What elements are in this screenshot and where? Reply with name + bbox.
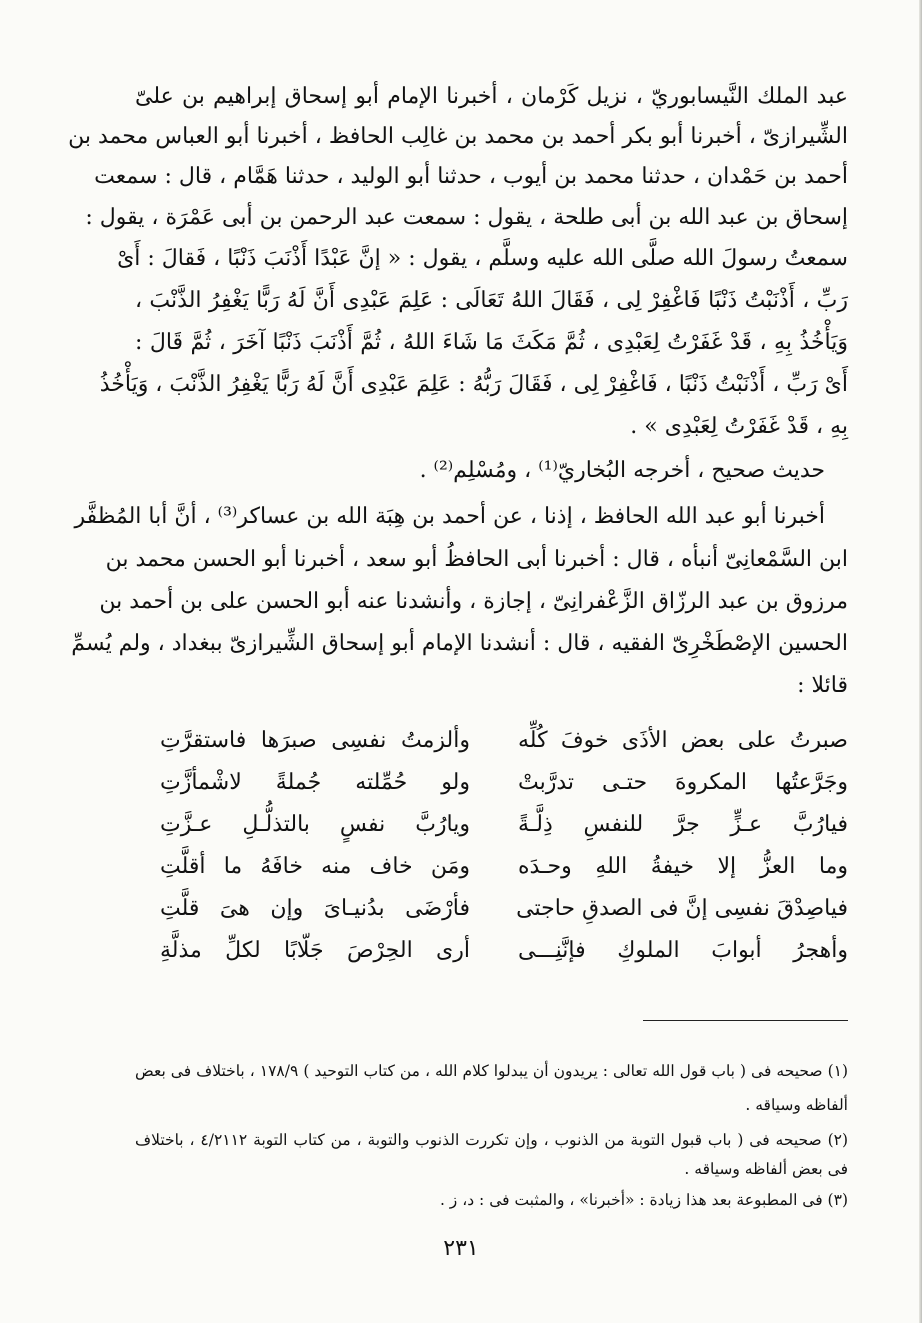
body-line: الشِّيرازىّ ، أخبرنا أبو بكر أحمد بن محمد بن غالِب الحافظ ، أخبرنا أبو العباس محمد بن xyxy=(68,124,848,149)
verse-first-hemistich: صبرتُ على بعض الأذَى خوفَ كُلِّه xyxy=(518,728,848,753)
body-line: ابن السَّمْعانِىّ أنبأه ، قال : أخبرنا أبى الحافظُ أبو سعد ، أخبرنا أبو الحسن محمد بن xyxy=(105,547,848,572)
footnote-line: (٣) فى المطبوعة بعد هذا زيادة : «أخبرنا» ، والمثبت فى : د، ز . xyxy=(439,1191,848,1209)
verse-second-hemistich: ولو حُمِّلته جُملةً لاشْمأزَّتِ xyxy=(160,770,470,795)
body-line: وَيَأْخُذُ بِهِ ، قَدْ غَفَرْتُ لِعَبْدِى ، ثُمَّ مَكَثَ مَا شَاءَ اللهُ ، ثُمَّ أَذْنَبَ ذَنْبًا آخَرَ ، ثُمَّ قَالَ : xyxy=(135,330,848,355)
body-line: أَىْ رَبِّ ، أَذْنَبْتُ ذَنْبًا ، فَاغْفِرْ لِى ، فَقَالَ رَبُّهُ : عَلِمَ عَبْدِى أَنَّ لَهُ رَبًّا يَغْفِرُ الذَّنْبَ ، وَيَأْخُذُ xyxy=(99,372,848,397)
page-number: ٢٣١ xyxy=(443,1236,479,1261)
footnote-line: ألفاظه وسياقه . xyxy=(745,1096,848,1114)
verse-second-hemistich: فأرْضَى بدُنيـاىَ وإن هىَ قلَّتِ xyxy=(160,896,470,921)
verse-first-hemistich: فياصِدْقَ نفسِى إنَّ فى الصدقِ حاجتى xyxy=(516,896,848,921)
hadith-grading: حديث صحيح ، أخرجه البُخاريّ⁽¹⁾ ، ومُسْلِم⁽²⁾ . xyxy=(419,458,825,483)
body-line: إسحاق بن عبد الله بن أبى طلحة ، يقول : سمعت عبد الرحمن بن أبى عَمْرَة ، يقول : xyxy=(85,205,848,230)
body-line: بِهِ ، قَدْ غَفَرْتُ لِعَبْدِى » . xyxy=(630,414,848,439)
verse-second-hemistich: وألزمتُ نفسِى صبرَها فاستقرَّتِ xyxy=(160,728,470,753)
footnote-line: (٢) صحيحه فى ( باب قبول التوبة من الذنوب ، وإن تكررت الذنوب والتوبة ، من كتاب التوبة ٤/٢١١٢ ، باختلاف xyxy=(135,1131,849,1149)
footnote-line: (١) صحيحه فى ( باب قول الله تعالى : يريدون أن يبدلوا كلام الله ، من كتاب التوحيد ) ١٧٨/٩ ، باختلاف فى بعض xyxy=(135,1062,849,1080)
body-line: قائلا : xyxy=(797,673,848,698)
body-line: مرزوق بن عبد الرزّاق الزَّعْفرانِىّ ، إجازة ، وأنشدنا عنه أبو الحسن على بن أحمد بن xyxy=(99,589,848,614)
verse-first-hemistich: وما العزُّ إلا خيفةُ اللهِ وحـدَه xyxy=(518,854,848,879)
verse-first-hemistich: وأهجرُ أبوابَ الملوكِ فإنَّنِـــى xyxy=(518,938,848,963)
verse-second-hemistich: ومَن خاف منه خافَهُ ما أقلَّتِ xyxy=(160,854,470,879)
body-line: سمعتُ رسولَ الله صلَّى الله عليه وسلَّم ، يقول : « إنَّ عَبْدًا أَذْنَبَ ذَنْبًا ، فَقالَ : أَىْ xyxy=(117,246,848,271)
verse-second-hemistich: أرى الحِرْصَ جَلّابًا لكلِّ مذلَّةِ xyxy=(160,938,470,963)
body-line: عبد الملك النَّيسابوريّ ، نزيل كَرْمان ، أخبرنا الإمام أبو إسحاق إبراهيم بن علىّ xyxy=(135,84,848,109)
body-line: أخبرنا أبو عبد الله الحافظ ، إذنا ، عن أحمد بن هِبَة الله بن عساكر⁽³⁾ ، أنَّ أبا المُظفَّر xyxy=(74,504,825,529)
body-line: أحمد بن حَمْدان ، حدثنا محمد بن أيوب ، حدثنا أبو الوليد ، حدثنا هَمَّام ، قال : سمعت xyxy=(94,164,848,189)
footnote-separator xyxy=(643,1020,848,1021)
verse-first-hemistich: فيارُبَّ عـزٍّ جرَّ للنفسِ ذِلَّـةً xyxy=(518,812,848,837)
body-line: رَبِّ ، أَذْنَبْتُ ذَنْبًا فَاغْفِرْ لِى ، فَقَالَ اللهُ تَعَالَى : عَلِمَ عَبْدِى أَنَّ لَهُ رَبًّا يَغْفِرُ الذَّنْبَ ، xyxy=(135,288,848,313)
verse-first-hemistich: وجَرَّعتُها المكروهَ حتـى تدرَّبتْ xyxy=(518,770,848,795)
verse-second-hemistich: ويارُبَّ نفسٍ بالتذلُّـلِ عـزَّتِ xyxy=(160,812,470,837)
body-line: الحسين الإصْطَخْرِىّ الفقيه ، قال : أنشدنا الإمام أبو إسحاق الشِّيرازىّ ببغداد ، ولم يُسمِّ xyxy=(71,631,848,656)
footnote-line: فى بعض ألفاظه وسياقه . xyxy=(684,1160,848,1178)
